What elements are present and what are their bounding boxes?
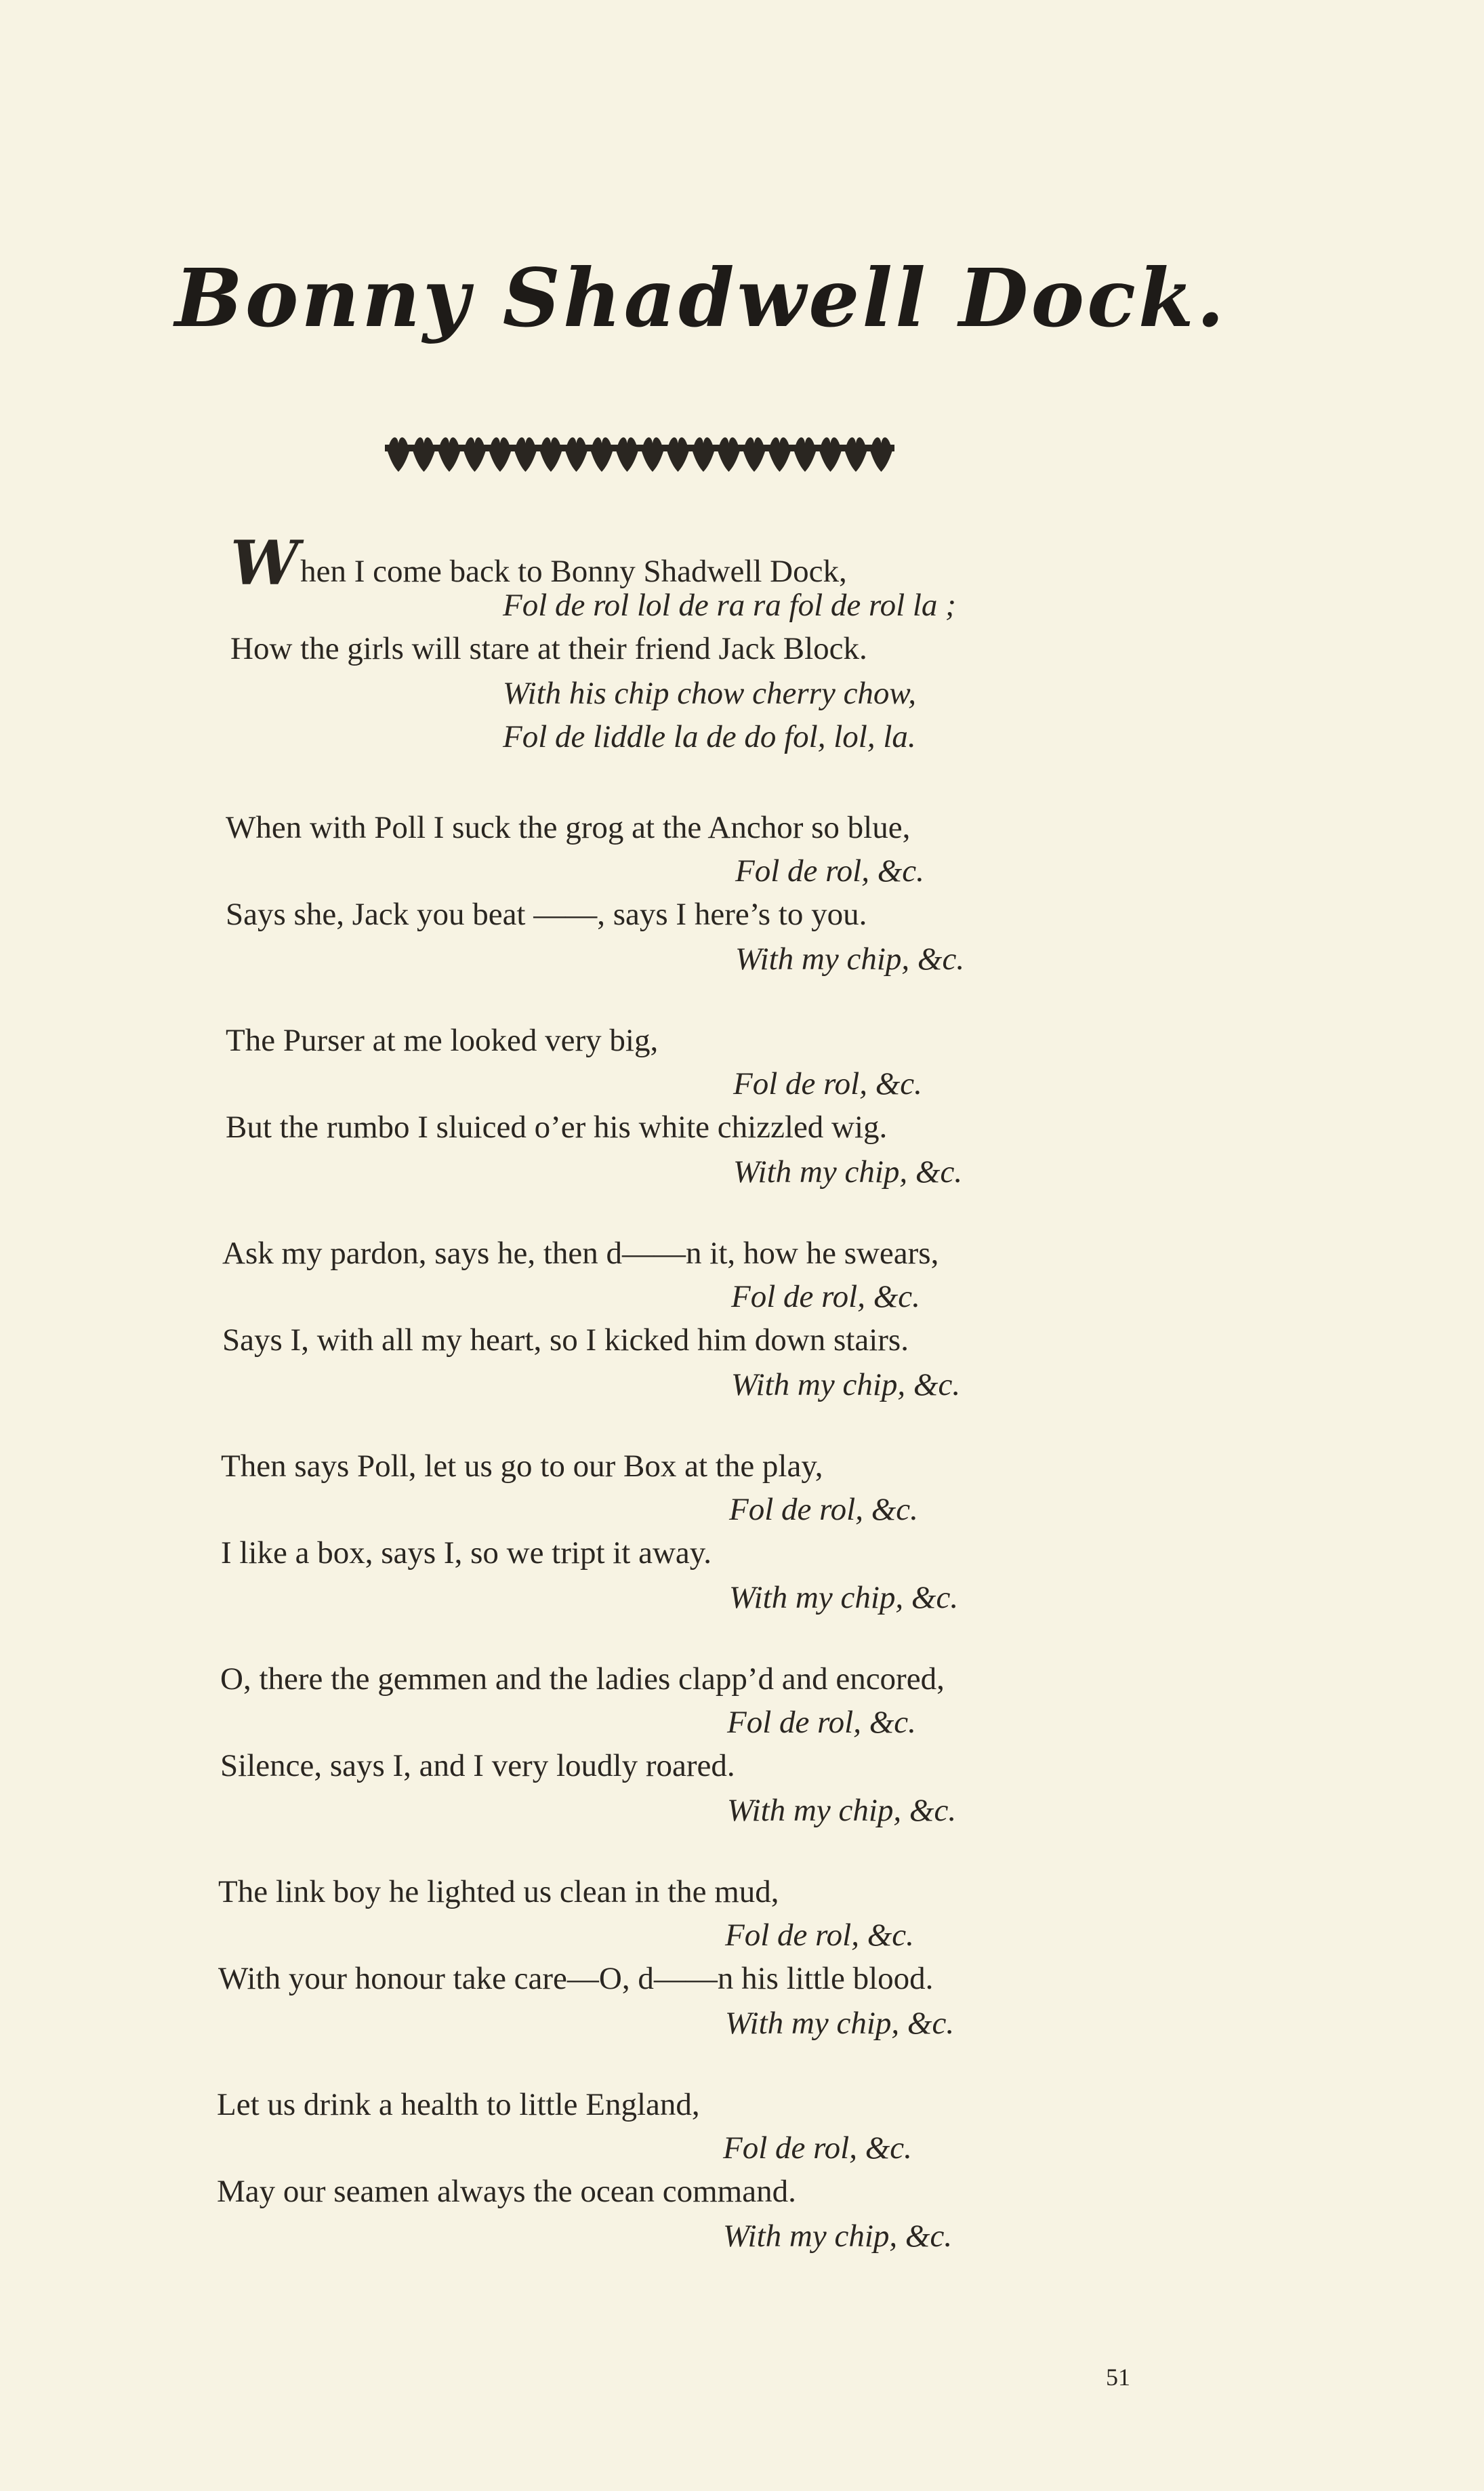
- refrain-line: [727, 1795, 956, 1827]
- line-text: How the girls will stare at their friend Jack Block.: [230, 631, 867, 666]
- verse-line: [221, 1451, 823, 1482]
- line-text: Says she, Jack you beat ——, says I here’s to you.: [226, 897, 867, 932]
- drop-cap-initial: W: [230, 527, 300, 599]
- verse-line: [226, 1112, 887, 1143]
- line-text: Fol de rol, &c.: [727, 1705, 916, 1740]
- refrain-line: [733, 1068, 922, 1100]
- refrain-line: [725, 1920, 914, 1951]
- line-text: With my chip, &c.: [733, 1154, 963, 1190]
- ornament-leaf: [871, 437, 892, 472]
- ornament-leaf: [769, 437, 791, 472]
- line-text: Fol de rol lol de ra ra fol de rol la ;: [503, 588, 956, 623]
- line-text: Silence, says I, and I very loudly roared.: [220, 1748, 735, 1783]
- line-text: hen I come back to Bonny Shadwell Dock,: [300, 554, 847, 589]
- verse-line: [230, 633, 867, 665]
- line-text: When with Poll I suck the grog at the Anchor so blue,: [226, 810, 911, 845]
- ornament-leaf: [642, 437, 663, 472]
- refrain-line: [503, 678, 916, 710]
- line-text: O, there the gemmen and the ladies clapp’d and encored,: [220, 1661, 945, 1697]
- line-text: Let us drink a health to little England,: [217, 2087, 700, 2122]
- verse-line: [217, 2176, 796, 2208]
- verse-line: [217, 2089, 700, 2121]
- verse-line: [230, 527, 847, 599]
- refrain-line: [723, 2221, 952, 2252]
- verse-line: [222, 1324, 909, 1356]
- line-text: Fol de liddle la de do fol, lol, la.: [503, 719, 916, 754]
- line-text: I like a box, says I, so we tript it away.: [221, 1535, 712, 1571]
- refrain-line: [727, 1707, 916, 1739]
- ornament-leaf: [489, 437, 511, 472]
- poem-title: Bonny Shadwell Dock.: [175, 251, 1227, 345]
- line-text: Then says Poll, let us go to our Box at the play,: [221, 1449, 823, 1484]
- verse-line: [220, 1663, 945, 1695]
- refrain-line: [735, 855, 924, 887]
- verse-line: [218, 1963, 933, 1995]
- ornament-leaf: [388, 437, 409, 472]
- page-number: 51: [1106, 2364, 1130, 2391]
- verse-line: [220, 1750, 735, 1782]
- ornament-leaf: [566, 437, 588, 472]
- ornament-leaf: [540, 437, 562, 472]
- line-text: May our seamen always the ocean command.: [217, 2174, 796, 2209]
- ornament-leaf: [617, 437, 638, 472]
- line-text: Fol de rol, &c.: [725, 1918, 914, 1953]
- refrain-line: [503, 721, 916, 753]
- ornament-leaf: [794, 437, 816, 472]
- line-text: Says I, with all my heart, so I kicked him down stairs.: [222, 1322, 909, 1358]
- line-text: Fol de rol, &c.: [729, 1492, 918, 1527]
- verse-line: [221, 1537, 712, 1569]
- refrain-line: [729, 1494, 918, 1526]
- line-text: The link boy he lighted us clean in the mud,: [218, 1874, 779, 1909]
- verse-line: [222, 1238, 939, 1270]
- ornament-leaf: [820, 437, 842, 472]
- ornament-leaf: [591, 437, 613, 472]
- ornament-leaf: [413, 437, 435, 472]
- ornament-leaf: [845, 437, 867, 472]
- line-text: Fol de rol, &c.: [731, 1279, 920, 1314]
- ornament-leaf: [693, 437, 714, 472]
- refrain-line: [733, 1156, 962, 1188]
- line-text: The Purser at me looked very big,: [226, 1023, 659, 1058]
- line-text: With my chip, &c.: [723, 2219, 953, 2254]
- line-text: With your honour take care—O, d——n his little blood.: [218, 1961, 934, 1996]
- line-text: Fol de rol, &c.: [733, 1066, 922, 1101]
- ornament-leaf: [667, 437, 689, 472]
- verse-line: [226, 1025, 658, 1057]
- verse-line: [226, 899, 867, 931]
- line-text: With my chip, &c.: [731, 1367, 961, 1402]
- ornament-leaf: [743, 437, 765, 472]
- ornament-leaf: [515, 437, 537, 472]
- line-text: With my chip, &c.: [727, 1793, 957, 1828]
- decorative-ornament-band: [385, 431, 894, 473]
- line-text: With his chip chow cherry chow,: [503, 676, 917, 711]
- line-text: But the rumbo I sluiced o’er his white chizzled wig.: [226, 1110, 888, 1145]
- line-text: With my chip, &c.: [729, 1580, 959, 1615]
- line-text: Fol de rol, &c.: [723, 2130, 912, 2166]
- line-text: With my chip, &c.: [735, 941, 965, 977]
- refrain-line: [725, 2008, 954, 2040]
- refrain-line: [731, 1281, 920, 1313]
- line-text: With my chip, &c.: [725, 2006, 955, 2041]
- ornament-leaf: [438, 437, 460, 472]
- refrain-line: [731, 1369, 960, 1401]
- verse-line: [226, 812, 910, 844]
- verse-line: [218, 1876, 779, 1908]
- line-text: Ask my pardon, says he, then d——n it, how he swears,: [222, 1236, 939, 1271]
- line-text: Fol de rol, &c.: [735, 853, 924, 889]
- refrain-line: [735, 941, 965, 977]
- ornament-leaf: [464, 437, 486, 472]
- refrain-line: [503, 590, 956, 622]
- refrain-line: [723, 2132, 912, 2164]
- refrain-line: [729, 1582, 958, 1614]
- ornament-leaf: [718, 437, 740, 472]
